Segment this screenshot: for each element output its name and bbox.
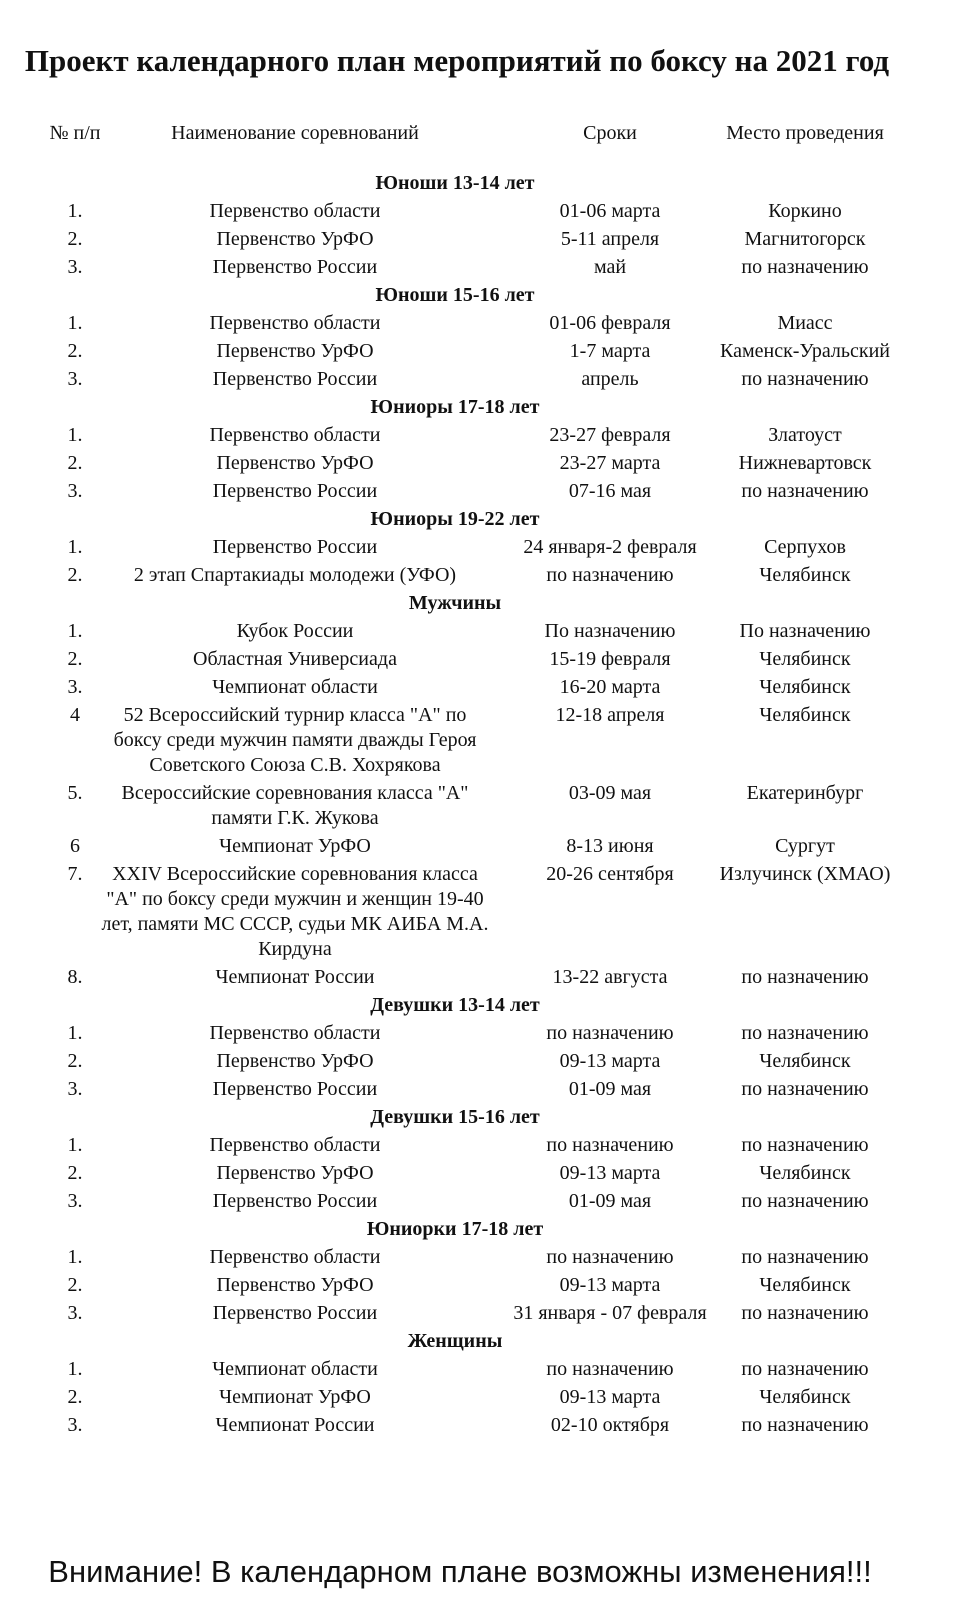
cell-dates: 5-11 апреля: [560, 228, 660, 250]
cell-name: Первенство области: [209, 1246, 381, 1268]
cell-number: 1.: [67, 1134, 83, 1156]
header-dates: Сроки: [583, 122, 637, 144]
cell-dates: 09-13 марта: [559, 1274, 661, 1296]
cell-dates: 20-26 сентября: [546, 863, 674, 885]
cell-number: 5.: [67, 782, 83, 804]
cell-dates: 01-09 мая: [568, 1078, 652, 1100]
cell-number: 2.: [67, 1274, 83, 1296]
cell-name: Первенство УрФО: [216, 228, 374, 250]
cell-number: 3.: [67, 256, 83, 278]
cell-place: Каменск-Уральский: [720, 340, 890, 362]
cell-number: 3.: [67, 1078, 83, 1100]
section-title: Юниоры 17-18 лет: [370, 396, 540, 418]
cell-dates: 03-09 мая: [568, 782, 652, 804]
header-number: № п/п: [49, 122, 101, 144]
table-row: [0, 647, 970, 672]
section-title: Юниоры 19-22 лет: [370, 508, 540, 530]
cell-place: Магнитогорск: [744, 228, 866, 250]
cell-place: Челябинск: [759, 1386, 851, 1408]
table-row: [0, 862, 970, 962]
cell-name: Первенство УрФО: [216, 340, 374, 362]
cell-dates: 07-16 мая: [568, 480, 652, 502]
cell-place: по назначению: [741, 1302, 869, 1324]
table-row: [0, 834, 970, 859]
table-row: [0, 965, 970, 990]
table-header: [0, 121, 970, 171]
cell-place: Челябинск: [759, 564, 851, 586]
cell-place: Сургут: [775, 835, 835, 857]
cell-dates: 31 января - 07 февраля: [513, 1302, 707, 1324]
cell-place: по назначению: [741, 1358, 869, 1380]
cell-name: Первенство области: [209, 312, 381, 334]
cell-number: 1.: [67, 536, 83, 558]
cell-number: 2.: [67, 1162, 83, 1184]
cell-place: по назначению: [741, 368, 869, 390]
cell-name: Первенство России: [212, 480, 378, 502]
cell-number: 7.: [67, 863, 83, 885]
cell-place: по назначению: [741, 1134, 869, 1156]
cell-place: по назначению: [741, 1246, 869, 1268]
header-name: Наименование соревнований: [171, 122, 419, 144]
cell-number: 1.: [67, 424, 83, 446]
cell-dates: 1-7 марта: [569, 340, 651, 362]
cell-name: Первенство России: [212, 1190, 378, 1212]
cell-dates: по назначению: [546, 564, 674, 586]
cell-dates: апрель: [581, 368, 639, 390]
cell-dates: 02-10 октября: [550, 1414, 670, 1436]
cell-name: Первенство УрФО: [216, 452, 374, 474]
cell-dates: 16-20 марта: [559, 676, 661, 698]
cell-dates: 09-13 марта: [559, 1386, 661, 1408]
cell-name: Первенство России: [212, 256, 378, 278]
cell-name: Первенство УрФО: [216, 1050, 374, 1072]
section-title: Юноши 13-14 лет: [375, 172, 535, 194]
table-row: [0, 781, 970, 831]
cell-name: 2 этап Спартакиады молодежи (УФО): [133, 564, 457, 586]
cell-name: Первенство области: [209, 1134, 381, 1156]
table-row: [0, 199, 970, 224]
table-row: [0, 311, 970, 336]
section-title: Юниорки 17-18 лет: [366, 1218, 544, 1240]
cell-name: Первенство УрФО: [216, 1274, 374, 1296]
cell-number: 8.: [67, 966, 83, 988]
cell-number: 3.: [67, 1190, 83, 1212]
table-row: [0, 227, 970, 252]
cell-name: Первенство России: [212, 1302, 378, 1324]
table-row: [0, 1133, 970, 1158]
cell-place: Златоуст: [768, 424, 842, 446]
cell-place: Екатеринбург: [746, 782, 864, 804]
cell-number: 2.: [67, 1050, 83, 1072]
table-row: [0, 1161, 970, 1186]
section-title: Девушки 15-16 лет: [370, 1106, 540, 1128]
table-row: [0, 1413, 970, 1438]
cell-name: XXIV Всероссийские соревнования класса "А" по боксу среди мужчин и женщин 19-40 лет, памяти МС СССР, судьи МК АИБА М.А. Кирдуна: [101, 863, 489, 960]
cell-number: 6: [70, 835, 80, 857]
cell-number: 2.: [67, 1386, 83, 1408]
cell-number: 3.: [67, 676, 83, 698]
cell-place: по назначению: [741, 256, 869, 278]
cell-dates: 09-13 марта: [559, 1050, 661, 1072]
cell-name: 52 Всероссийский турнир класса "А" по боксу среди мужчин памяти дважды Героя Советского Союза С.В. Хохрякова: [113, 704, 477, 776]
cell-number: 2.: [67, 452, 83, 474]
cell-number: 2.: [67, 648, 83, 670]
page-title: Проект календарного план мероприятий по боксу на 2021 год: [24, 43, 890, 78]
cell-dates: 23-27 февраля: [549, 424, 671, 446]
table-row: [0, 1189, 970, 1214]
cell-dates: по назначению: [546, 1134, 674, 1156]
cell-name: Первенство области: [209, 1022, 381, 1044]
table-row: [0, 1049, 970, 1074]
cell-number: 1.: [67, 200, 83, 222]
header-place: Место проведения: [726, 122, 884, 144]
cell-place: Челябинск: [759, 1050, 851, 1072]
table-row: [0, 1273, 970, 1298]
cell-number: 3.: [67, 480, 83, 502]
cell-name: Первенство России: [212, 368, 378, 390]
table-row: [0, 1301, 970, 1326]
section-title: Женщины: [407, 1330, 503, 1352]
cell-dates: 01-09 мая: [568, 1190, 652, 1212]
cell-dates: 01-06 февраля: [549, 312, 671, 334]
cell-place: по назначению: [741, 966, 869, 988]
cell-place: Челябинск: [759, 676, 851, 698]
cell-name: Всероссийские соревнования класса "А" памяти Г.К. Жукова: [121, 782, 469, 829]
cell-number: 2.: [67, 340, 83, 362]
table-row: [0, 423, 970, 448]
cell-name: Первенство России: [212, 536, 378, 558]
cell-place: Излучинск (ХМАО): [719, 863, 891, 885]
table-row: [0, 1385, 970, 1410]
section-title: Мужчины: [408, 592, 502, 614]
cell-name: Чемпионат УрФО: [219, 835, 371, 857]
table-row: [0, 1357, 970, 1382]
cell-place: Миасс: [777, 312, 833, 334]
cell-name: Чемпионат России: [215, 966, 375, 988]
table-row: [0, 1077, 970, 1102]
cell-place: Челябинск: [759, 704, 851, 726]
table-row: [0, 563, 970, 588]
cell-place: Коркино: [768, 200, 842, 222]
cell-dates: 23-27 марта: [559, 452, 661, 474]
table-row: [0, 255, 970, 280]
section-title: Юноши 15-16 лет: [375, 284, 535, 306]
cell-dates: 24 января-2 февраля: [523, 536, 697, 558]
cell-number: 1.: [67, 312, 83, 334]
table-row: [0, 367, 970, 392]
cell-dates: по назначению: [546, 1358, 674, 1380]
cell-place: Челябинск: [759, 1274, 851, 1296]
cell-name: Первенство России: [212, 1078, 378, 1100]
cell-dates: 15-19 февраля: [549, 648, 671, 670]
cell-place: по назначению: [741, 1022, 869, 1044]
cell-place: по назначению: [741, 480, 869, 502]
table-row: [0, 703, 970, 778]
cell-name: Областная Универсиада: [193, 648, 397, 670]
cell-dates: 09-13 марта: [559, 1162, 661, 1184]
cell-number: 1.: [67, 1358, 83, 1380]
cell-number: 3.: [67, 1414, 83, 1436]
cell-name: Первенство области: [209, 200, 381, 222]
footer-notice: Внимание! В календарном плане возможны изменения!!!: [48, 1554, 872, 1589]
cell-number: 3.: [67, 1302, 83, 1324]
cell-place: Челябинск: [759, 1162, 851, 1184]
cell-name: Чемпионат УрФО: [219, 1386, 371, 1408]
cell-place: по назначению: [741, 1414, 869, 1436]
table-row: [0, 451, 970, 476]
table-row: [0, 339, 970, 364]
cell-name: Кубок России: [236, 620, 354, 642]
cell-place: по назначению: [741, 1190, 869, 1212]
cell-number: 2.: [67, 564, 83, 586]
cell-dates: 01-06 марта: [559, 200, 661, 222]
table-row: [0, 535, 970, 560]
cell-place: Нижневартовск: [738, 452, 872, 474]
cell-number: 2.: [67, 228, 83, 250]
cell-place: по назначению: [741, 1078, 869, 1100]
cell-number: 1.: [67, 1246, 83, 1268]
cell-number: 1.: [67, 620, 83, 642]
cell-number: 4: [70, 704, 80, 726]
table-row: [0, 675, 970, 700]
table-row: [0, 1021, 970, 1046]
cell-name: Первенство УрФО: [216, 1162, 374, 1184]
cell-dates: 12-18 апреля: [555, 704, 665, 726]
cell-dates: по назначению: [546, 1246, 674, 1268]
cell-name: Чемпионат России: [215, 1414, 375, 1436]
cell-dates: По назначению: [544, 620, 676, 642]
cell-dates: 13-22 августа: [552, 966, 668, 988]
cell-number: 1.: [67, 1022, 83, 1044]
cell-place: Серпухов: [764, 536, 846, 558]
cell-number: 3.: [67, 368, 83, 390]
cell-name: Чемпионат области: [212, 676, 378, 698]
cell-dates: май: [593, 256, 627, 278]
table-row: [0, 479, 970, 504]
table-row: [0, 619, 970, 644]
cell-name: Чемпионат области: [212, 1358, 378, 1380]
section-title: Девушки 13-14 лет: [370, 994, 540, 1016]
cell-name: Первенство области: [209, 424, 381, 446]
cell-place: Челябинск: [759, 648, 851, 670]
cell-dates: по назначению: [546, 1022, 674, 1044]
cell-place: По назначению: [739, 620, 871, 642]
table-row: [0, 1245, 970, 1270]
cell-dates: 8-13 июня: [566, 835, 654, 857]
